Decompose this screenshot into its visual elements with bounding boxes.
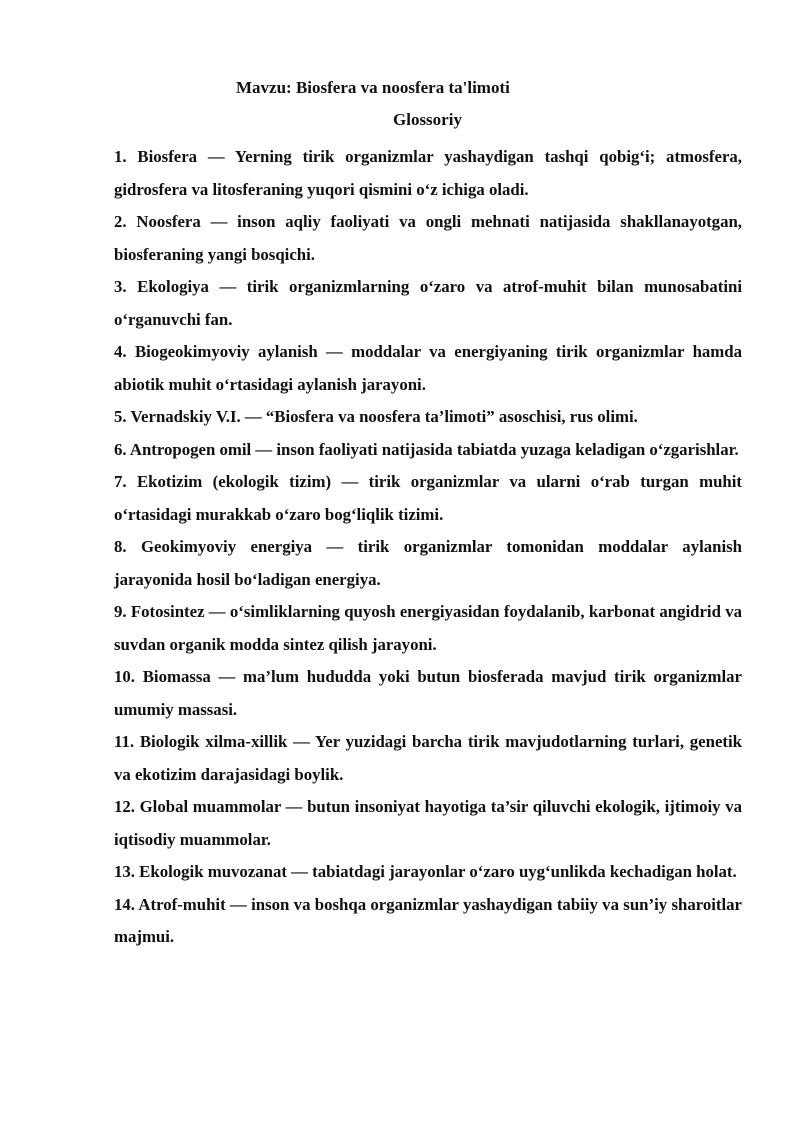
glossary-entry-10: 10. Biomassa — ma’lum hududda yoki butun biosferada mavjud tirik organizmlar umumiy massasi.: [114, 667, 742, 719]
glossary-entry-8: 8. Geokimyoviy energiya — tirik organizmlar tomonidan moddalar aylanish jarayonida hosil bo‘ladigan energiya.: [114, 537, 742, 589]
glossary-entry-3: 3. Ekologiya — tirik organizmlarning o‘zaro va atrof-muhit bilan munosabatini o‘rganuvchi fan.: [114, 277, 742, 329]
glossary-entry-14: 14. Atrof-muhit — inson va boshqa organizmlar yashaydigan tabiiy va sun’iy sharoitlar majmui.: [114, 894, 742, 946]
document-topic: Mavzu: Biosfera va noosfera ta'limoti: [236, 78, 510, 97]
glossary-list: [114, 141, 742, 954]
glossary-entry-5: 5. Vernadskiy V.I. — “Biosfera va noosfera ta’limoti” asoschisi, rus olimi.: [114, 407, 638, 426]
glossary-entry-2: 2. Noosfera — inson aqliy faoliyati va ongli mehnati natijasida shakllanayotgan, biosferaning yangi bosqichi.: [114, 212, 742, 264]
glossary-entry-9: 9. Fotosintez — o‘simliklarning quyosh energiyasidan foydalanib, karbonat angidrid va suvdan organik modda sintez qilish jarayoni.: [114, 602, 742, 654]
glossary-entry-6: 6. Antropogen omil — inson faoliyati natijasida tabiatda yuzaga keladigan o‘zgarishlar.: [114, 439, 739, 459]
glossary-title: Glossoriy: [393, 110, 462, 129]
glossary-entry-1: 1. Biosfera — Yerning tirik organizmlar yashaydigan tashqi qobig‘i; atmosfera, gidrosfera va litosferaning yuqori qismini o‘z ichiga oladi.: [114, 147, 742, 199]
glossary-entry-7: 7. Ekotizim (ekologik tizim) — tirik organizmlar va ularni o‘rab turgan muhit o‘rtasidagi murakkab o‘zaro bog‘liqlik tizimi.: [114, 472, 742, 524]
glossary-entry-13: 13. Ekologik muvozanat — tabiatdagi jarayonlar o‘zaro uyg‘unlikda kechadigan holat.: [114, 862, 737, 881]
glossary-entry-12: 12. Global muammolar — butun insoniyat hayotiga ta’sir qiluvchi ekologik, ijtimoiy va iqtisodiy muammolar.: [114, 797, 742, 849]
glossary-entry-4: 4. Biogeokimyoviy aylanish — moddalar va energiyaning tirik organizmlar hamda abiotik muhit o‘rtasidagi aylanish jarayoni.: [114, 342, 742, 394]
glossary-entry-11: 11. Biologik xilma-xillik — Yer yuzidagi barcha tirik mavjudotlarning turlari, genetik va ekotizim darajasidagi boylik.: [114, 732, 742, 784]
